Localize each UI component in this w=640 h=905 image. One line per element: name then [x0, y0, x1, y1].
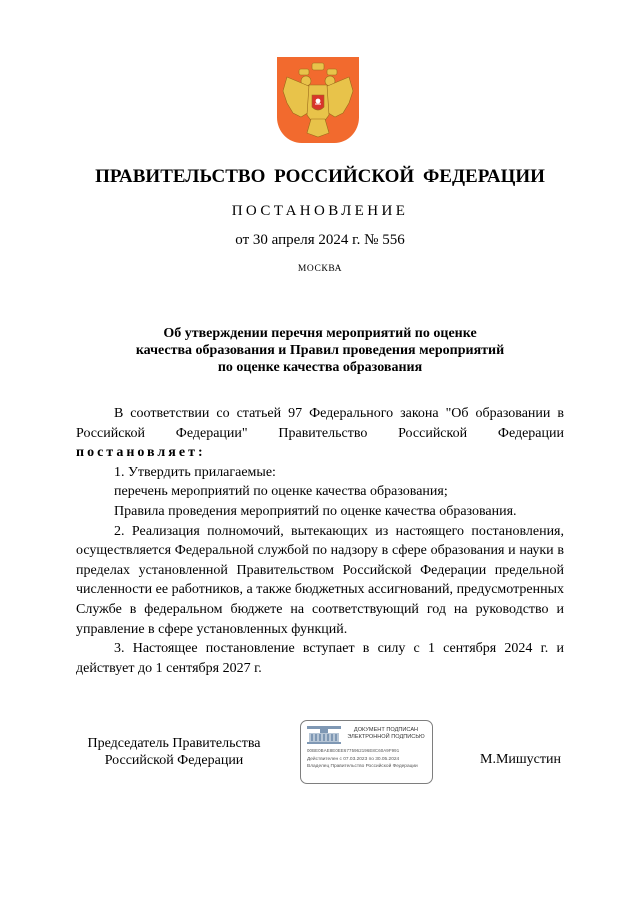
stamp-title-line: ДОКУМЕНТ ПОДПИСАН: [353, 727, 419, 733]
decree-type: ПОСТАНОВЛЕНИЕ: [231, 203, 409, 219]
clause-1-item-1: перечень мероприятий по оценке качества образования;: [114, 484, 448, 500]
coat-of-arms-icon: [277, 57, 359, 143]
clause-1-item-2: Правила проведения мероприятий по оценке качества образования.: [114, 503, 517, 519]
heading-line: качества образования и Правил проведения мероприятий: [135, 343, 505, 358]
signer-title: [64, 735, 284, 769]
decree-body: [76, 404, 564, 678]
government-building-icon: [307, 726, 341, 744]
heading-line: Об утверждении перечня мероприятий по оценке: [163, 326, 477, 341]
certificate-validity: Действителен с 07.03.2023 по 30.05.2024: [307, 757, 400, 762]
clause-3: 3. Настоящее постановление вступает в силу с 1 сентября 2024 г. и действует до 1 сентября 2027 г.: [76, 641, 564, 676]
city-name: МОСКВА: [297, 264, 343, 274]
electronic-signature-stamp: [300, 720, 433, 784]
clause-2: 2. Реализация полномочий, вытекающих из настоящего постановления, осуществляется Федеральной службой по надзору в сфере образования и науки в пределах установленной Правительством Российской Федерации предельной численности ее работников, а также бюджетных ассигнований, предусмотренных Службе в федеральном бюджете на соответствующий год на руководство и управление в сфере установленных функций.: [76, 523, 564, 637]
decrees-word: постановляет:: [76, 445, 206, 461]
intro-text: В соответствии со статьей 97 Федерального закона "Об образовании в Российской Федерации" Правительство Российской Федерации: [76, 406, 564, 441]
decree-date-number: от 30 апреля 2024 г. № 556: [235, 232, 405, 248]
signer-title-line: Российской Федерации: [104, 753, 244, 768]
intro-paragraph: [76, 404, 564, 463]
certificate-owner: Владелец Правительство Российской Федерации: [307, 764, 418, 769]
signer-title-line: Председатель Правительства: [87, 736, 261, 751]
clause-1: 1. Утвердить прилагаемые:: [114, 464, 276, 480]
heading-line: по оценке качества образования: [217, 360, 423, 375]
decree-heading: [90, 325, 550, 376]
government-title: ПРАВИТЕЛЬСТВО РОССИЙСКОЙ ФЕДЕРАЦИИ: [95, 166, 545, 187]
signer-name: М.Мишустин: [480, 752, 561, 767]
stamp-title-line: ЭЛЕКТРОННОЙ ПОДПИСЬЮ: [347, 733, 425, 740]
certificate-serial: 00BE0BAE8E0EE6775962196E8C60A9F991: [307, 748, 400, 753]
stamp-title: [345, 727, 427, 741]
